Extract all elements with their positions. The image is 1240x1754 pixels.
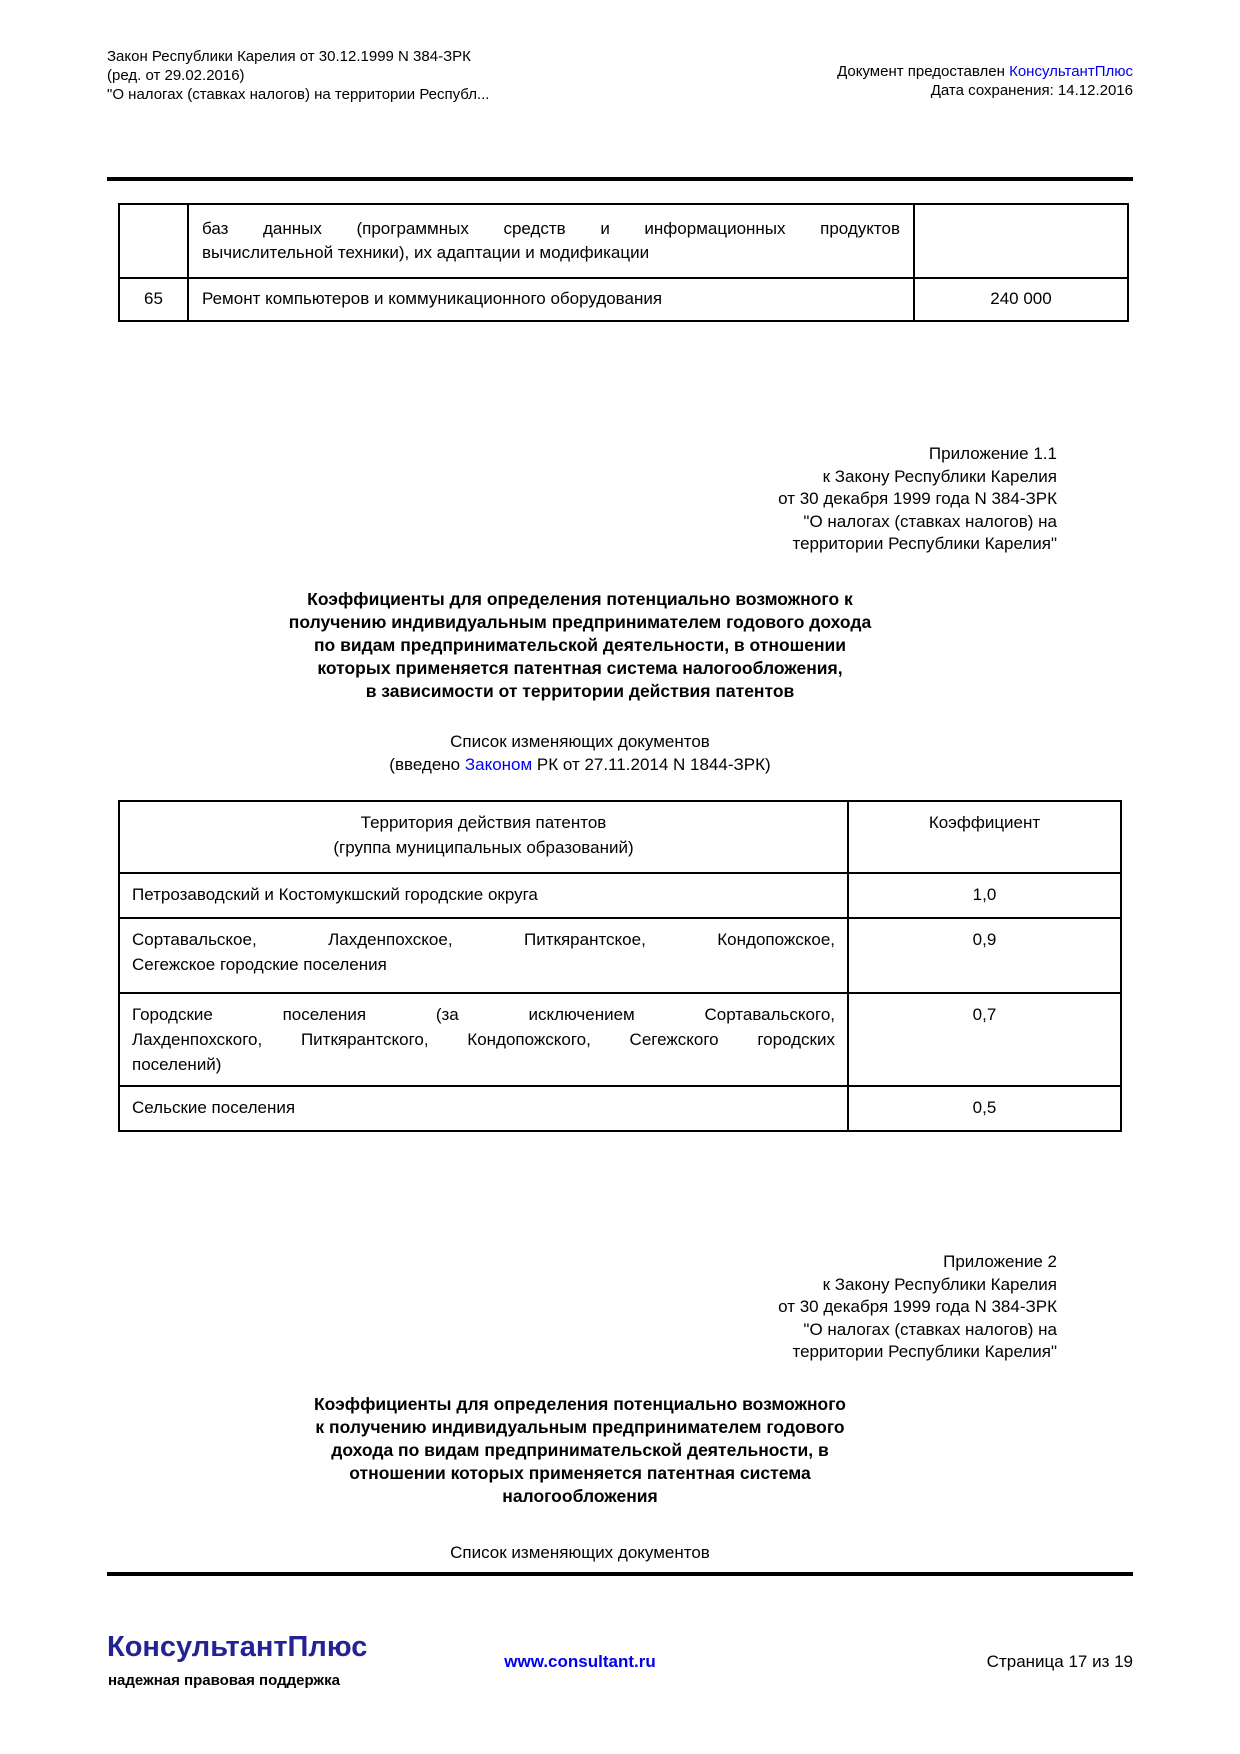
table-header-row — [119, 801, 1121, 873]
appendix-ref-line: Приложение 1.1 — [928, 444, 1057, 463]
appendix-ref-line: к Закону Республики Карелия — [822, 466, 1057, 486]
activity-cell — [188, 204, 914, 278]
appendix-1-reference — [778, 443, 1057, 556]
amount-cell: 240 000 — [914, 278, 1128, 321]
territory-text-line: Городские поселения (за исключением Сортавальского, — [132, 1005, 835, 1024]
changes-intro-before: (введено — [389, 755, 465, 774]
coefficient-cell: 0,5 — [848, 1086, 1121, 1131]
territory-cell — [119, 918, 848, 993]
activity-text-line: вычислительной техники), их адаптации и модификации — [202, 243, 650, 262]
coefficient-header-cell: Коэффициент — [848, 801, 1121, 873]
territory-text-line: Сортавальское, Лахденпохское, Питкярантское, Кондопожское, — [132, 930, 835, 949]
appendix-ref-line: к Закону Республики Карелия — [822, 1274, 1057, 1294]
amount-cell — [914, 204, 1128, 278]
table-row — [119, 1086, 1121, 1131]
territory-header-line: (группа муниципальных образований) — [333, 838, 634, 857]
coefficient-cell: 0,7 — [848, 993, 1121, 1086]
territory-cell: Петрозаводский и Костомукшский городские округа — [119, 873, 848, 918]
coefficient-table — [118, 800, 1122, 1132]
appendix-2-title — [145, 1393, 1015, 1508]
title-line: в зависимости от территории действия патентов — [365, 681, 795, 701]
row-number-cell: 65 — [119, 278, 188, 321]
consultantplus-logo: КонсультантПлюс — [107, 1631, 368, 1663]
table-row — [119, 873, 1121, 918]
changes-intro-after: РК от 27.11.2014 N 1844-ЗРК) — [532, 755, 771, 774]
appendix-ref-line: территории Республики Карелия" — [792, 534, 1057, 553]
top-divider — [107, 177, 1133, 181]
document-title-line: "О налогах (ставках налогов) на территории Республ... — [107, 86, 490, 103]
title-line: получению индивидуальным предпринимателем годового дохода — [288, 612, 872, 632]
territory-text-line: поселений) — [132, 1055, 222, 1074]
row-number-cell — [119, 204, 188, 278]
changes-block-1 — [145, 730, 1015, 776]
footer-url-wrap — [145, 1652, 1015, 1672]
activity-cell: Ремонт компьютеров и коммуникационного оборудования — [188, 278, 914, 321]
header-document-title — [107, 47, 489, 104]
appendix-ref-line: "О налогах (ставках налогов) на — [803, 511, 1057, 531]
law-link[interactable]: Законом — [464, 755, 533, 774]
appendix-ref-line: территории Республики Карелия" — [792, 1342, 1057, 1361]
coefficient-cell: 0,9 — [848, 918, 1121, 993]
appendix-1-title — [145, 588, 1015, 703]
table-row — [119, 993, 1121, 1086]
appendix-2-reference — [778, 1251, 1057, 1364]
territory-cell — [119, 993, 848, 1086]
header-provided-block — [837, 62, 1133, 100]
appendix-ref-line: от 30 декабря 1999 года N 384-ЗРК — [778, 489, 1057, 508]
coefficient-cell: 1,0 — [848, 873, 1121, 918]
title-line: по видам предпринимательской деятельности, в отношении — [313, 635, 847, 655]
consultant-url-link[interactable]: www.consultant.ru — [504, 1652, 656, 1671]
activity-table — [118, 203, 1129, 322]
logo-tagline: надежная правовая поддержка — [108, 1672, 340, 1689]
document-title-line: (ред. от 29.02.2016) — [107, 67, 245, 84]
changes-block-2 — [145, 1541, 1015, 1564]
territory-cell: Сельские поселения — [119, 1086, 848, 1131]
changes-intro — [145, 753, 1015, 776]
changes-title: Список изменяющих документов — [450, 1543, 710, 1562]
title-line: дохода по видам предпринимательской деятельности, в — [331, 1440, 829, 1460]
territory-text-line: Лахденпохского, Питкярантского, Кондопожского, Сегежского городских — [132, 1030, 835, 1049]
title-line: отношении которых применяется патентная система — [349, 1463, 811, 1483]
bottom-divider — [107, 1572, 1133, 1576]
consultantplus-link[interactable]: КонсультантПлюс — [1009, 63, 1133, 80]
title-line: налогообложения — [502, 1486, 658, 1506]
appendix-ref-line: от 30 декабря 1999 года N 384-ЗРК — [778, 1297, 1057, 1316]
provided-prefix: Документ предоставлен — [837, 63, 1010, 80]
table-row — [119, 278, 1128, 321]
provided-line — [837, 62, 1133, 81]
territory-header-cell — [119, 801, 848, 873]
save-date: Дата сохранения: 14.12.2016 — [930, 82, 1133, 99]
territory-header-line: Территория действия патентов — [360, 813, 607, 832]
table-row — [119, 918, 1121, 993]
activity-text-line: баз данных (программных средств и информационных продуктов — [202, 219, 900, 238]
title-line: Коэффициенты для определения потенциально возможного к — [307, 589, 853, 609]
changes-title: Список изменяющих документов — [450, 732, 710, 751]
title-line: которых применяется патентная система налогообложения, — [317, 658, 843, 678]
table-row — [119, 204, 1128, 278]
title-line: к получению индивидуальным предпринимателем годового — [315, 1417, 845, 1437]
appendix-ref-line: "О налогах (ставках налогов) на — [803, 1319, 1057, 1339]
page-number: Страница 17 из 19 — [986, 1652, 1133, 1671]
appendix-ref-line: Приложение 2 — [943, 1252, 1057, 1271]
territory-text-line: Сегежское городские поселения — [132, 955, 387, 974]
title-line: Коэффициенты для определения потенциально возможного — [313, 1394, 846, 1414]
document-title-line: Закон Республики Карелия от 30.12.1999 N 384-ЗРК — [107, 48, 471, 65]
